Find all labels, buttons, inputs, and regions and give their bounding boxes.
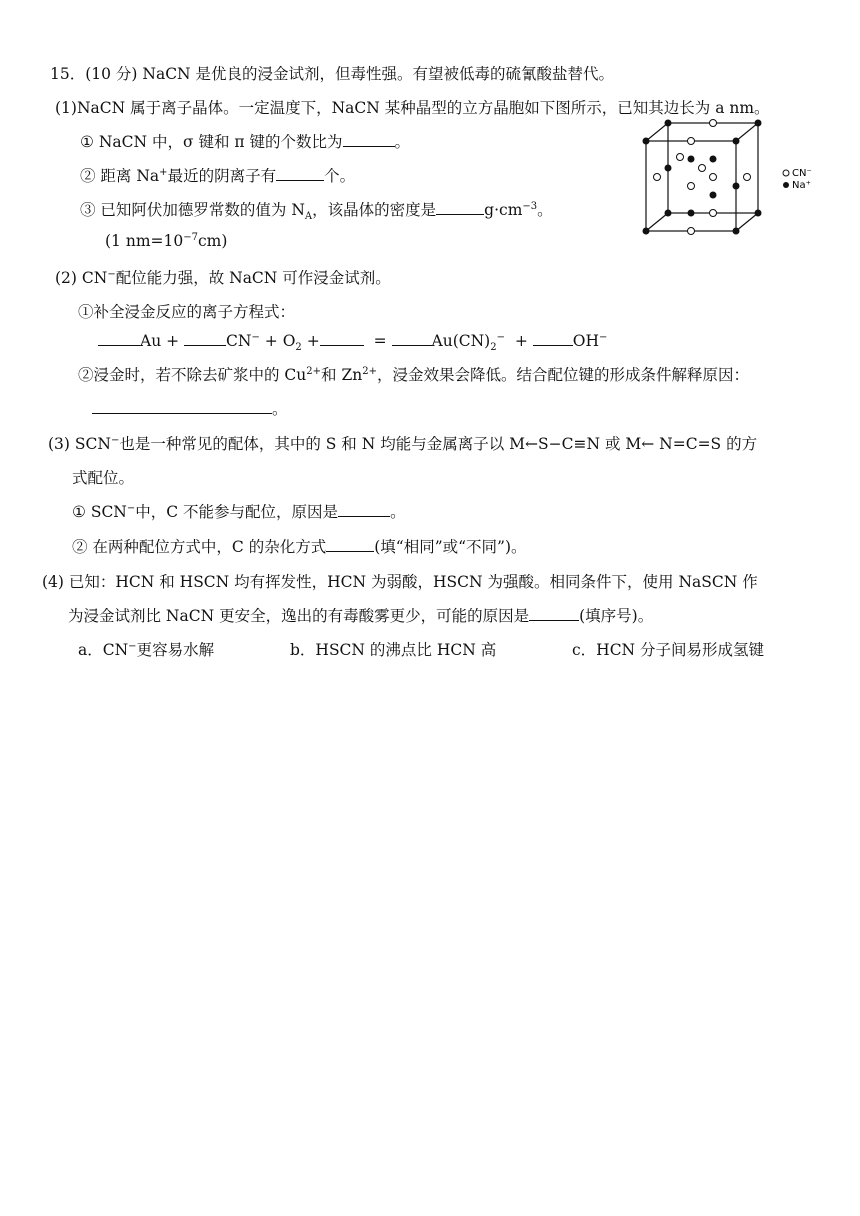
part1-note-unit: cm) [197, 232, 228, 251]
part1-q2: ② 距离 Na+最近的阴离子有 个。 [80, 166, 356, 185]
part2-q2-end: 。 [272, 400, 288, 418]
legend-na: Na⁺ [792, 180, 811, 191]
option-c[interactable]: c．HCN 分子间易形成氢键 [572, 641, 765, 659]
answer-blank[interactable] [184, 331, 226, 346]
part1-q3: ③ 已知阿伏加德罗常数的值为 $N_A$，该晶体的密度是 $g\cdot cm^{-3}$。 [80, 200, 553, 223]
part1-note: (1 $nm=10^{-7}cm$) [105, 232, 228, 251]
part1-q2-text-a: ② 距离 Na [80, 167, 160, 185]
answer-blank[interactable] [436, 200, 484, 215]
part2-intro-a: (2) CN [55, 269, 108, 287]
answer-blank[interactable] [533, 331, 573, 346]
part3-q2-a: ② 在两种配位方式中，C 的杂化方式 [72, 538, 327, 556]
answer-blank[interactable] [529, 606, 579, 621]
eq-equals: = [373, 332, 387, 350]
part4-intro-b: (填序号)。 [579, 607, 654, 625]
eq-plus: + [306, 332, 320, 350]
part2-q2-b: 和 Zn [321, 366, 363, 384]
answer-blank[interactable] [392, 331, 432, 346]
option-a-text: a．CN [78, 641, 129, 659]
part3-q1: ① SCN−中，C 不能参与配位，原因是 。 [72, 502, 406, 521]
part3-q2 [72, 535, 527, 557]
eq-oh: OH [572, 332, 600, 350]
part1-q1-text: ① NaCN 中，σ 键和 π 键的个数比为 [80, 133, 343, 151]
part1-q2-end: 个。 [324, 167, 356, 185]
part2-q2: ②浸金时，若不除去矿浆中的 $Cu^{2+}$和 $Zn^{2+}$，浸金效果会降低。结合配位键的形成条件解释原因： [78, 365, 749, 384]
answer-blank[interactable] [338, 502, 390, 517]
part1-q3-text-a: ③ 已知阿伏加德罗常数的值为 N [80, 201, 305, 219]
eq-aucn: Au(CN) [431, 332, 491, 350]
eq-plus-2: + [514, 332, 528, 350]
part3-q2-b: (填“相同”或“不同”)。 [374, 538, 527, 556]
part2-q2-answer [92, 397, 288, 419]
part3-q1-end: 。 [390, 503, 406, 521]
part2-q2-c: ，浸金效果会降低。结合配位键的形成条件解释原因： [376, 366, 749, 384]
answer-blank[interactable] [276, 166, 324, 181]
eq-au: Au + [140, 332, 180, 350]
part4-intro-a: 为浸金试剂比 NaCN 更安全，逸出的有毒酸雾更少，可能的原因是 [68, 607, 530, 625]
answer-blank[interactable] [92, 399, 272, 414]
part3-q1-a: ① SCN [72, 503, 127, 521]
part3-intro: (3) SCN−也是一种常见的配体，其中的 S 和 N 均能与金属离子以 M←S−C≡N 或 M← N=C=S 的方 [48, 434, 758, 453]
part1-q1-end: 。 [394, 133, 411, 151]
option-a-text-b: 更容易水解 [136, 641, 215, 659]
crystal-cell-diagram [640, 117, 820, 235]
part3-intro-b: 也是一种常见的配体，其中的 S 和 N 均能与金属离子以 M←S−C≡N 或 M← N=C=S 的方 [119, 435, 758, 453]
part3-intro-cont: 式配位。 [72, 469, 135, 487]
option-b[interactable]: b．HSCN 的沸点比 HCN 高 [290, 641, 497, 659]
eq-cn: CN [226, 332, 252, 350]
part1-intro: (1)NaCN 属于离子晶体。一定温度下，NaCN 某种晶型的立方晶胞如下图所示，已知其边长为 a nm。 [55, 99, 770, 117]
part1-q2-text-b: 最近的阴离子有 [167, 167, 277, 185]
option-a[interactable]: a．CN−更容易水解 [78, 640, 215, 659]
legend-cn: CN⁻ [792, 168, 812, 179]
part1-q1 [80, 130, 410, 152]
part1-q3-text-b: ，该晶体的密度是 [312, 201, 437, 219]
part1-q3-unit: g·cm [484, 201, 523, 219]
eq-o2: + O [264, 332, 296, 350]
ionic-equation: $Au + CN^- + O_2$ + = $Au(CN)_2^- + OH^-$ [98, 331, 607, 353]
part1-note-text: (1 nm=10 [105, 232, 184, 251]
diagram-legend [783, 168, 812, 191]
part3-q1-b: 中，C 不能参与配位，原因是 [135, 503, 339, 521]
part2-intro-b: 配位能力强，故 NaCN 可作浸金试剂。 [115, 269, 391, 287]
answer-blank[interactable] [326, 537, 374, 552]
part2-intro: (2) CN−配位能力强，故 NaCN 可作浸金试剂。 [55, 268, 391, 287]
part4-intro: (4) 已知：HCN 和 HSCN 均有挥发性，HCN 为弱酸，HSCN 为强酸。相同条件下，使用 NaSCN 作 [42, 573, 758, 591]
part3-intro-a: (3) SCN [48, 435, 111, 453]
question-stem: 15．(10 分) NaCN 是优良的浸金试剂，但毒性强。有望被低毒的硫氰酸盐替代。 [50, 65, 615, 83]
answer-blank[interactable] [98, 331, 140, 346]
part4-intro-cont [68, 604, 653, 626]
answer-blank[interactable] [343, 132, 395, 147]
answer-blank[interactable] [320, 331, 364, 346]
part2-q2-a: ②浸金时，若不除去矿浆中的 Cu [78, 366, 307, 384]
part2-q1: ①补全浸金反应的离子方程式： [78, 303, 296, 321]
